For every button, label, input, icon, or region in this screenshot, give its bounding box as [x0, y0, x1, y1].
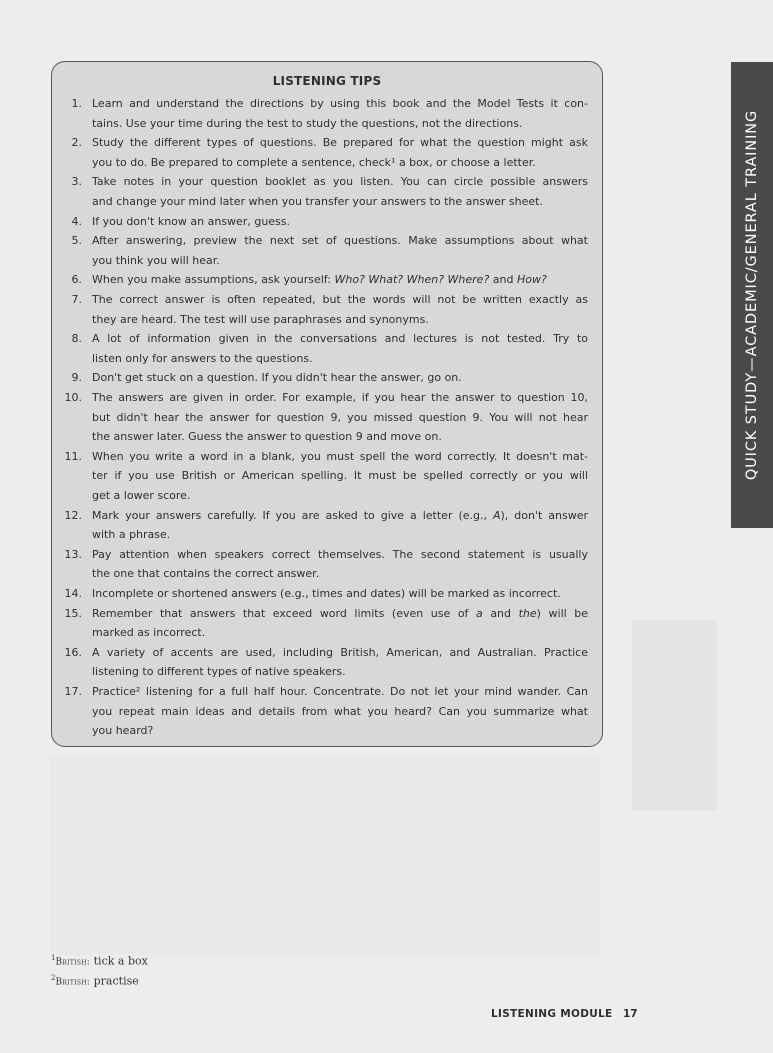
tip-text-line: The answers are given in order. For example, if you hear the answer to question 10,	[92, 391, 588, 404]
tip-number: 11.	[64, 449, 82, 463]
tip-text-line: Mark your answers carefully. If you are asked to give a letter (e.g., A), don't answer	[92, 508, 588, 522]
tip-number: 17.	[64, 685, 82, 698]
tip-text-line: Practice² listening for a full half hour. Concentrate. Do not let your mind wander. Can	[92, 685, 588, 698]
tip-text-line: When you make assumptions, ask yourself: Who? What? When? Where? and How?	[92, 273, 547, 287]
tip-number: 7.	[71, 293, 82, 306]
tip-text-line: When you write a word in a blank, you must spell the word correctly. It doesn't mat-	[92, 449, 588, 463]
tip-text-line: you repeat main ideas and details from what you heard? Can you summarize what	[92, 704, 588, 718]
tip-text-line: they are heard. The test will use paraphrases and synonyms.	[92, 312, 429, 326]
tip-text-line: ter if you use British or American spelling. It must be spelled correctly or you will	[92, 469, 588, 483]
tip-number: 6.	[71, 273, 82, 287]
tip-text-line: If you don't know an answer, guess.	[92, 214, 291, 228]
tip-number: 1.	[71, 97, 82, 110]
footnote-2: $^2$British: practise	[51, 973, 139, 988]
tip-number: 5.	[71, 234, 82, 248]
tip-text-line: marked as incorrect.	[92, 626, 206, 640]
tip-number: 8.	[71, 332, 82, 346]
show-through-block	[632, 620, 717, 810]
tip-text-line: Remember that answers that exceed word limits (even use of a and the) will be	[92, 606, 588, 620]
footnotes	[51, 951, 148, 990]
tip-text-line: Study the different types of questions. Be prepared for what the question might ask	[92, 136, 588, 150]
tip-number: 3.	[71, 175, 82, 189]
running-footer: LISTENING MODULE	[491, 1008, 613, 1020]
tip-text-line: Learn and understand the directions by using this book and the Model Tests it con-	[92, 97, 588, 110]
tip-text-line: listen only for answers to the questions.	[92, 351, 313, 365]
tip-number: 14.	[64, 587, 82, 600]
tip-text-line: The correct answer is often repeated, but the words will not be written exactly as	[92, 293, 588, 306]
tip-number: 2.	[71, 136, 82, 150]
tip-number: 10.	[64, 391, 82, 404]
tip-number: 9.	[71, 371, 82, 385]
tip-text-line: Take notes in your question booklet as you listen. You can circle possible answers	[92, 175, 588, 189]
tip-text-line: but didn't hear the answer for question 9, you missed question 9. You will not hear	[92, 410, 588, 424]
tip-text-line: you heard?	[92, 724, 154, 738]
tip-number: 13.	[64, 547, 82, 561]
page-number: 17	[623, 1008, 638, 1020]
section-side-tab-label: QUICK STUDY—ACADEMIC/GENERAL TRAINING	[744, 109, 760, 481]
tip-text-line: A variety of accents are used, including British, American, and Australian. Practice	[92, 645, 588, 659]
tip-text-line: listening to different types of native speakers.	[92, 665, 346, 679]
tip-number: 12.	[64, 508, 82, 522]
tip-number: 4.	[71, 214, 82, 228]
tip-text-line: get a lower score.	[92, 488, 191, 502]
tip-text-line: tains. Use your time during the test to study the questions, not the directions.	[92, 116, 523, 130]
footnote-1: $^1$British: tick a box	[51, 954, 148, 968]
tip-text-line: Incomplete or shortened answers (e.g., times and dates) will be marked as incorrect.	[92, 587, 561, 600]
tip-number: 15.	[64, 606, 82, 620]
tip-text-line: A lot of information given in the conversations and lectures is not tested. Try to	[92, 332, 588, 346]
tip-text-line: with a phrase.	[92, 528, 171, 542]
tip-text-line: Pay attention when speakers correct themselves. The second statement is usually	[92, 547, 588, 561]
tip-text-line: After answering, preview the next set of questions. Make assumptions about what	[92, 234, 588, 248]
tip-number: 16.	[64, 645, 82, 659]
show-through-block	[50, 755, 600, 955]
tip-text-line: you think you will hear.	[92, 253, 220, 267]
tip-text-line: the answer later. Guess the answer to question 9 and move on.	[92, 430, 442, 444]
tip-text-line: you to do. Be prepared to complete a sentence, check¹ a box, or choose a letter.	[92, 155, 536, 169]
tip-text-line: Don't get stuck on a question. If you didn't hear the answer, go on.	[92, 371, 462, 385]
tip-text-line: the one that contains the correct answer.	[92, 567, 320, 581]
tip-text-line: and change your mind later when you transfer your answers to the answer sheet.	[92, 194, 543, 208]
tips-title: LISTENING TIPS	[272, 74, 382, 88]
